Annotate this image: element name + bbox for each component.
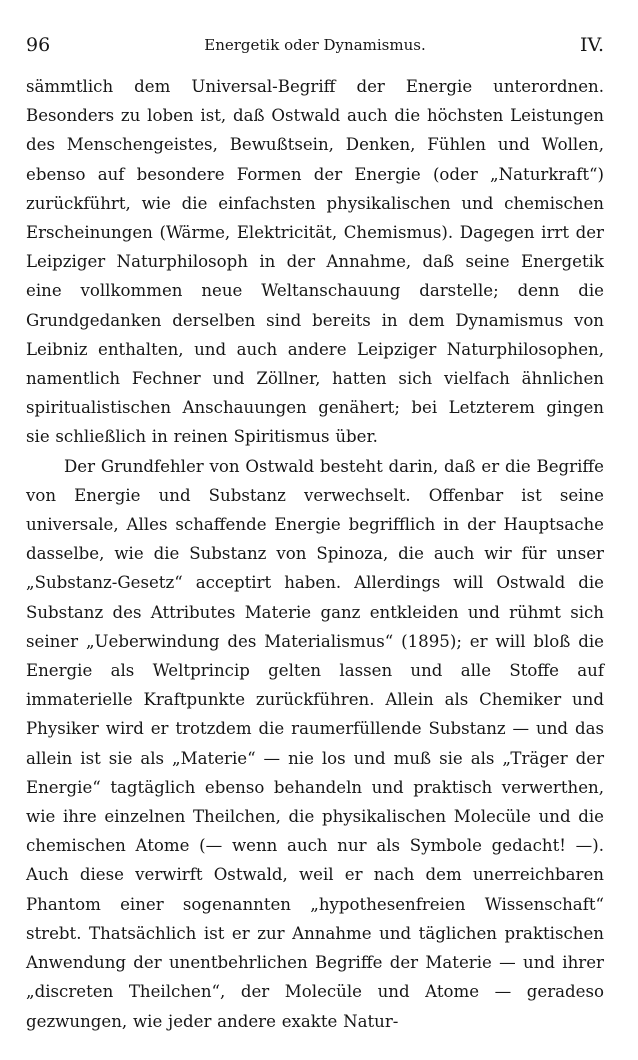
book-page	[26, 28, 604, 1036]
running-title: Energetik oder Dynamismus.	[204, 36, 426, 54]
paragraph-1: sämmtlich dem Universal-Begriff der Energie unterordnen. Besonders zu loben ist, daß Ostwald auch die höchsten Leistungen des Menschengeistes, Bewußtsein, Denken, Fühlen und Wollen, ebenso auf besondere Formen der Energie (oder „Naturkraft“) zurückführt, wie die einfachsten physikalischen und chemischen Erscheinungen (Wärme, Elektricität, Chemismus). Dagegen irrt der Leipziger Naturphilosoph in der Annahme, daß seine Energetik eine vollkommen neue Weltanschauung darstelle; denn die Grundgedanken derselben sind bereits in dem Dynamismus von Leibniz enthalten, und auch andere Leipziger Naturphilosophen, namentlich Fechner und Zöllner, hatten sich vielfach ähnlichen spiritualistischen Anschauungen genähert; bei Letzterem gingen sie schließlich in reinen Spiritismus über.	[26, 77, 604, 447]
paragraph-2: Der Grundfehler von Ostwald besteht darin, daß er die Begriffe von Energie und Substanz verwechselt. Offenbar ist seine universale, Alles schaffende Energie begrifflich in der Hauptsache dasselbe, wie die Substanz von Spinoza, die auch wir für unser „Substanz-Gesetz“ acceptirt haben. Allerdings will Ostwald die Substanz des Attributes Materie ganz entkleiden und rühmt sich seiner „Ueberwindung des Materialismus“ (1895); er will bloß die Energie als Weltprincip gelten lassen und alle Stoffe auf immaterielle Kraftpunkte zurückführen. Allein als Chemiker und Physiker wird er trotzdem die raumerfüllende Substanz — und das allein ist sie als „Materie“ — nie los und muß sie als „Träger der Energie“ tagtäglich ebenso behandeln und praktisch verwerthen, wie ihre einzelnen Theilchen, die physikalischen Molecüle und die chemischen Atome (— wenn auch nur als Symbole gedacht! —). Auch diese verwirft Ostwald, weil er nach dem unerreichbaren Phantom einer sogenannten „hypothesenfreien Wissenschaft“ strebt. Thatsächlich ist er zur Annahme und täglichen praktischen Anwendung der unentbehrlichen Begriffe der Materie — und ihrer „discreten Theilchen“, der Molecüle und Atome — geradeso gezwungen, wie jeder andere exakte Natur-	[26, 456, 604, 1031]
running-header	[26, 28, 604, 58]
page-number: 96	[26, 34, 51, 56]
body-text	[26, 72, 604, 1036]
chapter-number: IV.	[580, 34, 604, 56]
